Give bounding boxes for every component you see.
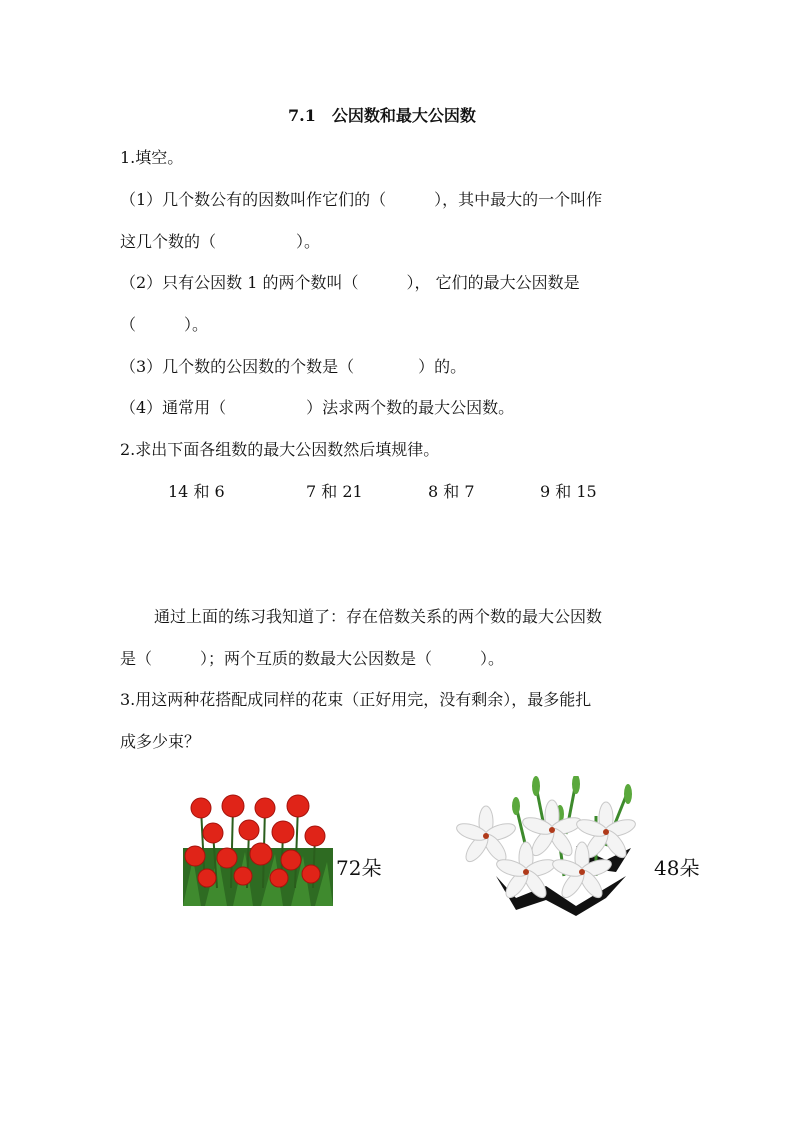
q2-pair-2: 7 和 21 [306, 482, 363, 501]
q3-heading-line2: 成多少束？ [120, 732, 201, 751]
q1-item3: （3）几个数的公因数的个数是（ ）的。 [120, 357, 467, 376]
rose-count-label: 72朵 [336, 856, 382, 880]
q2-rule-line1: 通过上面的练习我知道了：存在倍数关系的两个数的最大公因数 [154, 607, 603, 626]
q2-heading: 2.求出下面各组数的最大公因数然后填规律。 [120, 440, 440, 459]
q2-pair-3: 8 和 7 [428, 482, 475, 501]
q1-item2-line1: （2）只有公因数 1 的两个数叫（ ）， 它们的最大公因数是 [120, 273, 580, 292]
lily-count-label: 48朵 [654, 856, 700, 880]
lilies-image [456, 776, 652, 916]
page-title: 7.1 公因数和最大公因数 [288, 106, 476, 125]
q1-item2-line2: （ ）。 [120, 315, 209, 334]
q1-item1-line1: （1）几个数公有的因数叫作它们的（ ），其中最大的一个叫作 [120, 190, 603, 209]
q2-pair-4: 9 和 15 [540, 482, 597, 501]
q1-item1-line2: 这几个数的（ ）。 [120, 232, 321, 251]
q2-pair-1: 14 和 6 [168, 482, 225, 501]
q3-heading-line1: 3.用这两种花搭配成同样的花束（正好用完，没有剩余），最多能扎 [120, 690, 592, 709]
q2-rule-line2: 是（ ）；两个互质的数最大公因数是（ ）。 [120, 649, 505, 668]
roses-image [183, 788, 333, 906]
q1-heading: 1.填空。 [120, 148, 184, 167]
q1-item4: （4）通常用（ ）法求两个数的最大公因数。 [120, 398, 515, 417]
